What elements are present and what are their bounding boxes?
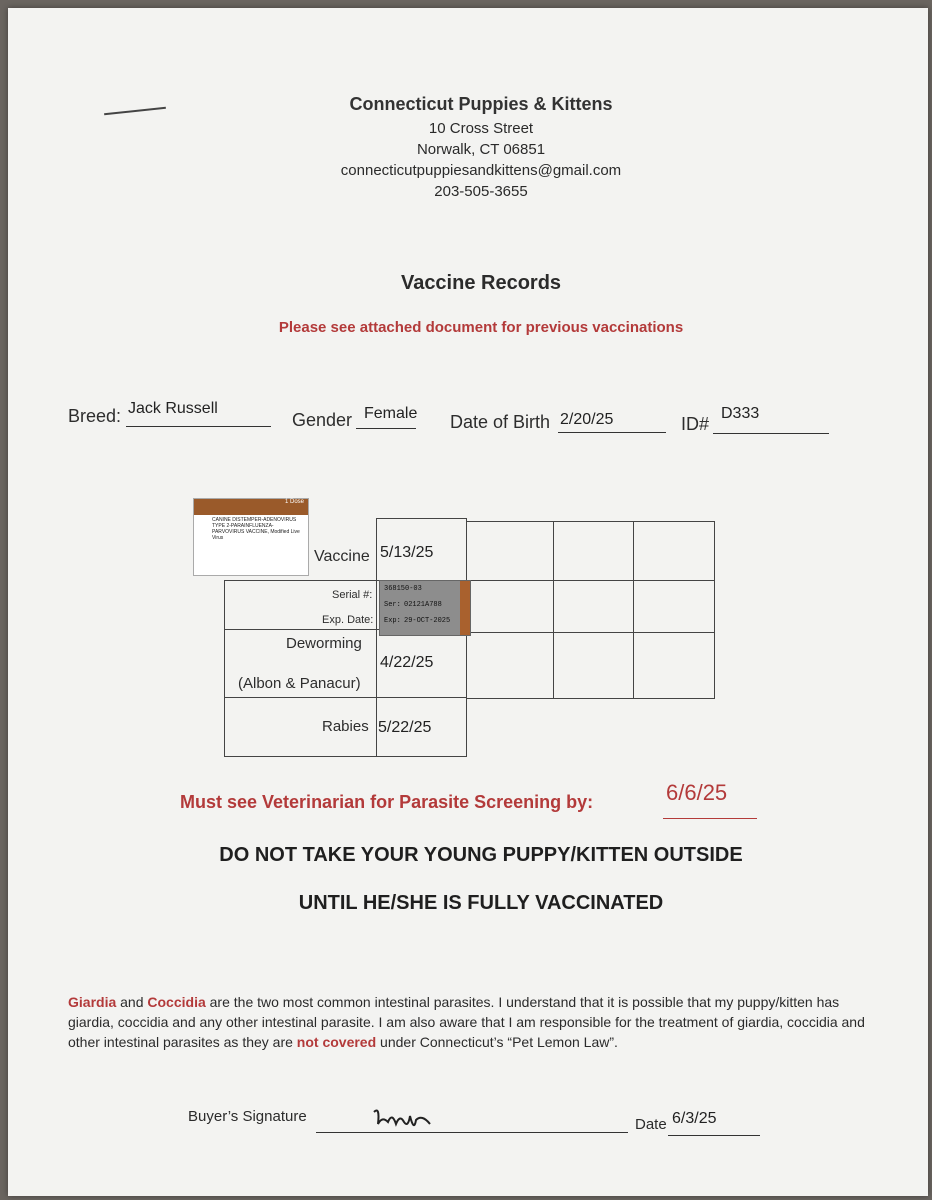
sticker-exp-value: 29-OCT-2025 <box>404 617 451 625</box>
gender-line <box>356 428 416 429</box>
gender-label: Gender <box>292 410 353 430</box>
id-value: D333 <box>721 405 760 422</box>
screening-date: 6/6/25 <box>666 780 728 805</box>
cell-r1c3 <box>466 521 554 581</box>
breed-value: Jack Russell <box>128 400 218 417</box>
signature-line <box>316 1132 628 1133</box>
business-phone: 203-505-3655 <box>434 183 528 200</box>
sticker-lot: 368150-03 <box>384 585 422 593</box>
business-email: connecticutpuppiesandkittens@gmail.com <box>340 162 622 179</box>
rabies-label: Rabies <box>322 718 369 735</box>
cell-r1c5 <box>633 521 715 581</box>
id-label: ID# <box>681 414 710 434</box>
gender-value: Female <box>364 405 418 422</box>
page-title: Vaccine Records <box>400 272 562 294</box>
disclaimer-text-1: are the two most common intestinal parasites. I understand that it is possible that my puppy/kitten has giardia, coccidia and any other intestinal parasite. I am also aware that I am responsible for the treatment of giardia, coccidia and other intestinal parasites as they are <box>68 994 865 1050</box>
deworming-date: 4/22/25 <box>380 654 434 671</box>
signature-date-line <box>668 1135 760 1136</box>
cell-r3c5 <box>633 632 715 699</box>
sticker-vaccine-text: CANINE DISTEMPER-ADENOVIRUS TYPE 2-PARAINFLUENZA-PARVOVIRUS VACCINE, Modified Live Virus <box>212 517 300 541</box>
warning-line-1: DO NOT TAKE YOUR YOUNG PUPPY/KITTEN OUTSIDE <box>219 844 743 866</box>
sticker-ser-value: 02121A788 <box>404 601 442 609</box>
dob-label: Date of Birth <box>450 412 551 432</box>
disclaimer-paragraph <box>68 992 888 1052</box>
business-name: Connecticut Puppies & Kittens <box>349 94 613 114</box>
sticker-dose: 1 Dose <box>194 499 308 515</box>
dob-value: 2/20/25 <box>560 411 614 428</box>
serial-label: Serial #: <box>332 589 373 601</box>
business-street: 10 Cross Street <box>428 120 534 137</box>
screening-line <box>663 818 757 819</box>
signature-date-label: Date <box>635 1116 667 1133</box>
business-city: Norwalk, CT 06851 <box>416 141 546 158</box>
disclaimer-and: and <box>116 994 148 1010</box>
document-page <box>8 8 928 1196</box>
cell-r2c4 <box>553 580 634 633</box>
deworming-label: Deworming <box>286 635 362 652</box>
vaccine-date: 5/13/25 <box>380 544 434 561</box>
breed-line <box>126 426 271 427</box>
vaccine-label-sticker <box>193 498 309 576</box>
dob-line <box>558 432 666 433</box>
cell-r2c3 <box>466 580 554 633</box>
disclaimer-giardia: Giardia <box>68 994 117 1010</box>
cell-r1c4 <box>553 521 634 581</box>
screening-label: Must see Veterinarian for Parasite Screening by: <box>180 792 594 812</box>
disclaimer-not-covered: not covered <box>296 1034 377 1050</box>
cell-r3c4 <box>553 632 634 699</box>
cell-r3c3 <box>466 632 554 699</box>
breed-label: Breed: <box>68 406 122 426</box>
exp-label: Exp. Date: <box>322 614 374 626</box>
disclaimer-text-2: under Connecticut’s “Pet Lemon Law”. <box>376 1034 618 1050</box>
attached-note: Please see attached document for previous vaccinations <box>278 319 684 336</box>
serial-sticker-tab <box>460 581 470 635</box>
id-line <box>713 433 829 434</box>
disclaimer-coccidia: Coccidia <box>147 994 206 1010</box>
buyer-signature-label: Buyer’s Signature <box>188 1108 307 1125</box>
signature-date-value: 6/3/25 <box>672 1110 717 1127</box>
vaccine-label: Vaccine <box>314 548 370 565</box>
deworming-sub: (Albon & Panacur) <box>238 675 361 692</box>
warning-line-2: UNTIL HE/SHE IS FULLY VACCINATED <box>298 892 664 914</box>
cell-r2c5 <box>633 580 715 633</box>
rabies-date: 5/22/25 <box>378 719 432 736</box>
sticker-exp-label: Exp: <box>384 617 401 625</box>
serial-sticker <box>379 580 471 636</box>
sticker-ser-label: Ser: <box>384 601 401 609</box>
handwritten-signature <box>368 1102 438 1138</box>
